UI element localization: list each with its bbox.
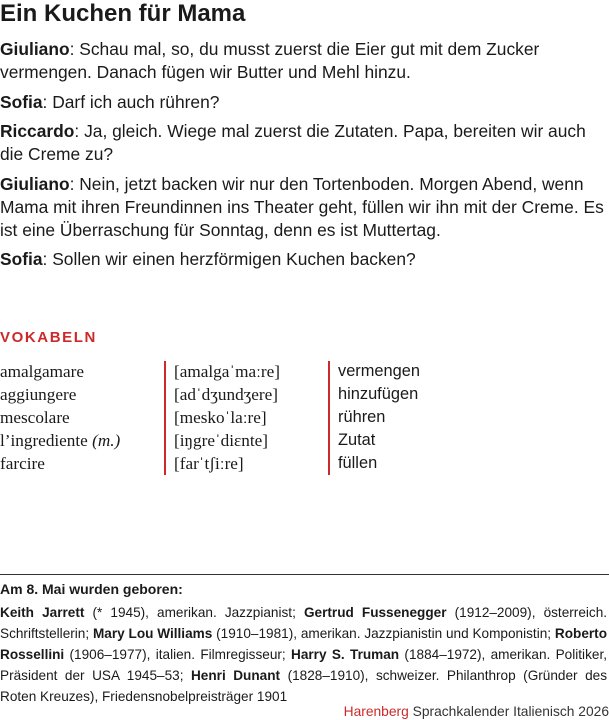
italian-word: farcire bbox=[0, 454, 45, 473]
dialogue-text: : Ja, gleich. Wiege mal zuerst die Zutaten. Papa, bereiten wir auch die Creme zu? bbox=[0, 121, 586, 164]
speaker-name: Giuliano bbox=[0, 173, 70, 194]
phonetic-transcription: [adˈdʒundʒere] bbox=[174, 385, 279, 404]
footer-title: Sprachkalender Italienisch 2026 bbox=[408, 704, 609, 719]
phonetic-transcription: [iŋgreˈdiɛnte] bbox=[174, 431, 268, 450]
person-info: (1828–1910), schweizer. Philanthrop (Gründer des Roten Kreuzes), Friedensnobelpreisträger 1901 bbox=[0, 668, 607, 704]
person-name: Henri Dunant bbox=[190, 668, 281, 683]
dialogue-text: : Nein, jetzt backen wir nur den Tortenboden. Morgen Abend, wenn Mama mit ihren Freundinnen ins Theater geht, füllen wir ihn mit der Creme. Es ist eine Überraschung für Sonntag, denn es ist Muttertag. bbox=[0, 173, 604, 240]
dialogue-line bbox=[0, 120, 608, 166]
speaker-name: Sofia bbox=[0, 249, 43, 269]
person-info: (* 1945), amerikan. Jazzpianist; bbox=[84, 605, 304, 620]
german-translation: Zutat bbox=[338, 431, 376, 449]
dialogue-text: : Darf ich auch rühren? bbox=[42, 91, 220, 112]
person-name: Mary Lou Williams bbox=[92, 626, 213, 641]
dialogue-line bbox=[0, 38, 608, 84]
person-name: Keith Jarrett bbox=[0, 605, 85, 620]
vocabulary-row bbox=[0, 429, 609, 452]
german-translation: hinzufügen bbox=[338, 385, 419, 403]
vocabulary-table bbox=[0, 360, 609, 475]
footer bbox=[344, 704, 609, 720]
dialogue-line bbox=[0, 91, 608, 114]
person-info: (1906–1977), italien. Filmregisseur; bbox=[64, 647, 292, 662]
person-name: Gertrud Fussenegger bbox=[303, 605, 447, 620]
person-info: (1910–1981), amerikan. Jazzpianistin und Komponistin; bbox=[212, 626, 555, 641]
vocabulary-row bbox=[0, 360, 609, 383]
born-list bbox=[0, 602, 607, 707]
italian-word: l’ingrediente (m.) bbox=[0, 431, 121, 450]
speaker-name: Riccardo bbox=[0, 121, 75, 141]
dialogue bbox=[0, 38, 608, 278]
dialogue-text: : Sollen wir einen herzförmigen Kuchen backen? bbox=[42, 249, 416, 269]
speaker-name: Giuliano bbox=[0, 39, 70, 59]
person-info: (1884–1972), amerikan. Politiker, Präsident der USA 1945–53; bbox=[0, 647, 607, 683]
vocabulary-row bbox=[0, 406, 609, 429]
phonetic-transcription: [amalgaˈmaːre] bbox=[174, 362, 280, 381]
italian-word: amalgamare bbox=[0, 362, 84, 381]
gender-marker: (m.) bbox=[92, 431, 121, 450]
german-translation: vermengen bbox=[338, 362, 421, 380]
person-name: Harry S. Truman bbox=[291, 647, 400, 662]
person-info: (1912–2009), österreich. Schriftstellerin; bbox=[0, 605, 608, 641]
german-translation: füllen bbox=[338, 454, 378, 472]
vocabulary-heading: VOKABELN bbox=[0, 329, 97, 346]
speaker-name: Sofia bbox=[0, 91, 43, 112]
dialogue-line bbox=[0, 248, 608, 271]
page-title: Ein Kuchen für Mama bbox=[0, 0, 246, 27]
dialogue-text: : Schau mal, so, du musst zuerst die Eier gut mit dem Zucker vermengen. Danach fügen wir Butter und Mehl hinzu. bbox=[0, 39, 540, 82]
vocabulary-row bbox=[0, 452, 609, 475]
footer-brand: Harenberg bbox=[343, 704, 409, 719]
phonetic-transcription: [meskoˈlaːre] bbox=[174, 408, 267, 427]
dialogue-line bbox=[0, 173, 608, 242]
born-heading: Am 8. Mai wurden geboren: bbox=[0, 581, 183, 597]
section-divider bbox=[0, 574, 609, 575]
vocabulary-row bbox=[0, 383, 609, 406]
phonetic-transcription: [farˈtʃiːre] bbox=[174, 454, 244, 473]
italian-word: mescolare bbox=[0, 408, 70, 427]
italian-word: aggiungere bbox=[0, 385, 77, 404]
person-name: Roberto Rossellini bbox=[0, 626, 607, 662]
german-translation: rühren bbox=[338, 408, 386, 426]
